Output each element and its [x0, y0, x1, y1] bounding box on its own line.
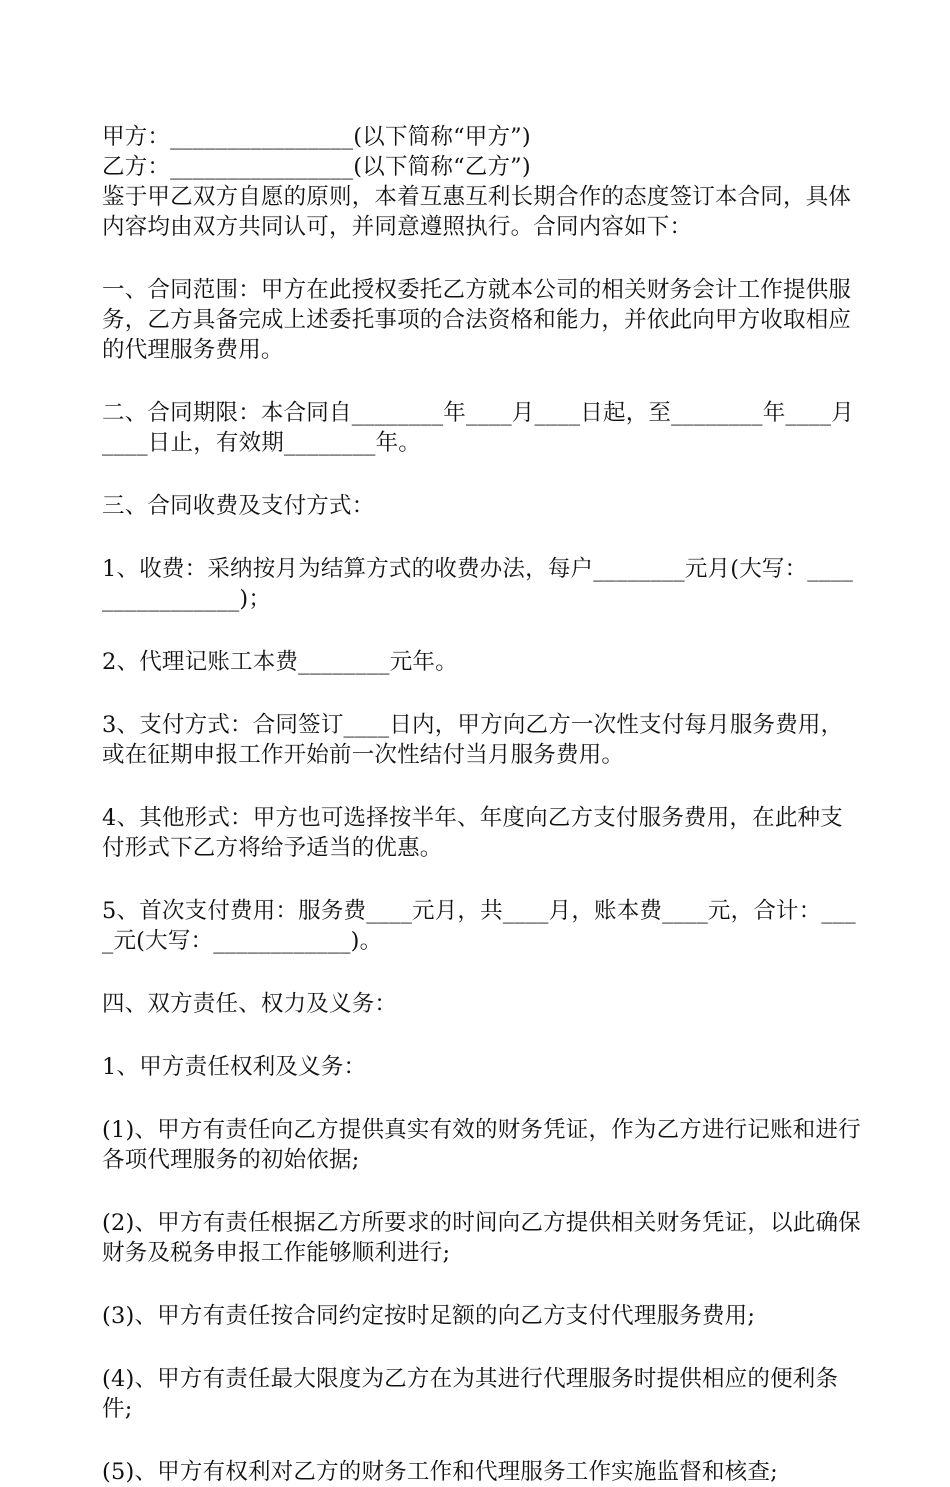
fee-item-1: 1、收费：采纳按月为结算方式的收费办法，每户________元月(大写：________________)；: [102, 556, 854, 612]
party-a-duty-3: (3)、甲方有责任按合同约定按时足额的向乙方支付代理服务费用;: [102, 1303, 756, 1329]
fee-item-2: 2、代理记账工本费________元年。: [102, 649, 458, 675]
term-clause: 二、合同期限：本合同自________年____月____日起，至________年____月____日止，有效期________年。: [102, 400, 854, 456]
party-a-duty-2: (2)、甲方有责任根据乙方所要求的时间向乙方提供相关财务凭证，以此确保财务及税务申报工作能够顺利进行;: [102, 1210, 861, 1266]
fee-item-4: 4、其他形式：甲方也可选择按半年、年度向乙方支付服务费用，在此种支付形式下乙方将给予适当的优惠。: [102, 805, 843, 861]
document-body: [102, 122, 862, 1487]
contract-intro: 鉴于甲乙双方自愿的原则，本着互惠互利长期合作的态度签订本合同，具体内容均由双方共同认可，并同意遵照执行。合同内容如下：: [102, 184, 852, 240]
party-a-line: 甲方：________________(以下简称“甲方”): [102, 124, 531, 150]
fee-section-title: 三、合同收费及支付方式：: [102, 493, 375, 519]
fee-item-5: 5、首次支付费用：服务费____元月，共____月，账本费____元，合计：____元(大写：____________)。: [102, 898, 856, 954]
duty-section-title: 四、双方责任、权力及义务：: [102, 991, 398, 1017]
party-a-duty-4: (4)、甲方有责任最大限度为乙方在为其进行代理服务时提供相应的便利条件;: [102, 1366, 839, 1422]
party-a-duty-5: (5)、甲方有权利对乙方的财务工作和代理服务工作实施监督和核查;: [102, 1459, 778, 1485]
party-a-duty-1: (1)、甲方有责任向乙方提供真实有效的财务凭证，作为乙方进行记账和进行各项代理服务的初始依据;: [102, 1117, 861, 1173]
fee-item-3: 3、支付方式：合同签订____日内，甲方向乙方一次性支付每月服务费用，或在征期申报工作开始前一次性结付当月服务费用。: [102, 712, 844, 768]
scope-clause: 一、合同范围：甲方在此授权委托乙方就本公司的相关财务会计工作提供服务，乙方具备完成上述委托事项的合法资格和能力，并依此向甲方收取相应的代理服务费用。: [102, 277, 852, 363]
party-b-line: 乙方：________________(以下简称“乙方”): [102, 154, 531, 180]
party-a-duties-title: 1、甲方责任权利及义务：: [102, 1054, 367, 1080]
